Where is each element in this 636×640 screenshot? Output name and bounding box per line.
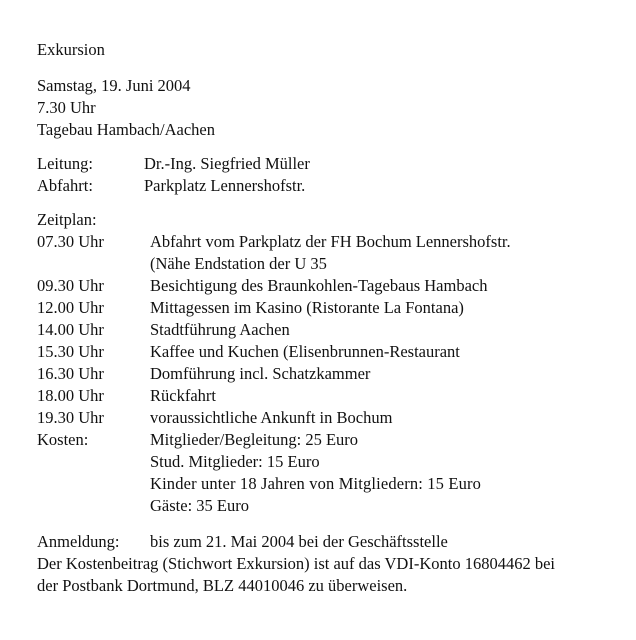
schedule-text: Besichtigung des Braunkohlen-Tagebaus Hambach [150, 276, 488, 295]
spacer [37, 61, 627, 75]
schedule-time: 18.00 Uhr [37, 386, 104, 405]
kosten-label: Kosten: [37, 430, 89, 449]
leitung-value: Dr.-Ing. Siegfried Müller [144, 154, 310, 173]
schedule-row [37, 385, 627, 407]
abfahrt-label: Abfahrt: [37, 176, 93, 195]
schedule-note: (Nähe Endstation der U 35 [150, 254, 327, 273]
anmeldung-value: bis zum 21. Mai 2004 bei der Geschäftsstelle [150, 532, 448, 551]
spacer [37, 197, 627, 209]
anmeldung-row [37, 531, 627, 553]
schedule-row [37, 407, 627, 429]
schedule-time: 19.30 Uhr [37, 408, 104, 427]
abfahrt-value: Parkplatz Lennershofstr. [144, 176, 306, 195]
kosten-item: Kinder unter 18 Jahren von Mitgliedern: 15 Euro [150, 474, 482, 493]
schedule-time: 09.30 Uhr [37, 276, 104, 295]
kosten-item: Mitglieder/Begleitung: 25 Euro [150, 430, 359, 449]
event-time: 7.30 Uhr [37, 98, 96, 117]
schedule-text: Stadtführung Aachen [150, 320, 290, 339]
leitung-row [37, 153, 627, 175]
schedule-time: 15.30 Uhr [37, 342, 104, 361]
schedule-time: 16.30 Uhr [37, 364, 104, 383]
document-page [37, 39, 627, 597]
kosten-row [37, 429, 627, 451]
event-date: Samstag, 19. Juni 2004 [37, 76, 191, 95]
abfahrt-row [37, 175, 627, 197]
leitung-label: Leitung: [37, 154, 93, 173]
spacer [37, 517, 627, 531]
schedule-row [37, 231, 627, 253]
payment-text: der Postbank Dortmund, BLZ 44010046 zu überweisen. [37, 576, 408, 595]
schedule-text: Domführung incl. Schatzkammer [150, 364, 371, 383]
schedule-text: Mittagessen im Kasino (Ristorante La Fontana) [150, 298, 464, 317]
schedule-text: voraussichtliche Ankunft in Bochum [150, 408, 393, 427]
event-destination: Tagebau Hambach/Aachen [37, 120, 215, 139]
schedule-time: 07.30 Uhr [37, 232, 104, 251]
zeitplan-label: Zeitplan: [37, 210, 97, 229]
schedule-row [37, 275, 627, 297]
schedule-time: 14.00 Uhr [37, 320, 104, 339]
schedule-text: Abfahrt vom Parkplatz der FH Bochum Lennershofstr. [150, 232, 511, 251]
schedule-text: Rückfahrt [150, 386, 216, 405]
schedule-text: Kaffee und Kuchen (Elisenbrunnen-Restaurant [150, 342, 460, 361]
schedule-time: 12.00 Uhr [37, 298, 104, 317]
anmeldung-label: Anmeldung: [37, 532, 120, 551]
schedule-row [37, 297, 627, 319]
spacer [37, 141, 627, 153]
payment-text: Der Kostenbeitrag (Stichwort Exkursion) ist auf das VDI-Konto 16804462 bei [37, 554, 555, 573]
document-title: Exkursion [37, 40, 105, 59]
schedule-row [37, 341, 627, 363]
schedule-row [37, 363, 627, 385]
kosten-item: Gäste: 35 Euro [150, 496, 249, 515]
kosten-item: Stud. Mitglieder: 15 Euro [150, 452, 320, 471]
schedule-row [37, 319, 627, 341]
